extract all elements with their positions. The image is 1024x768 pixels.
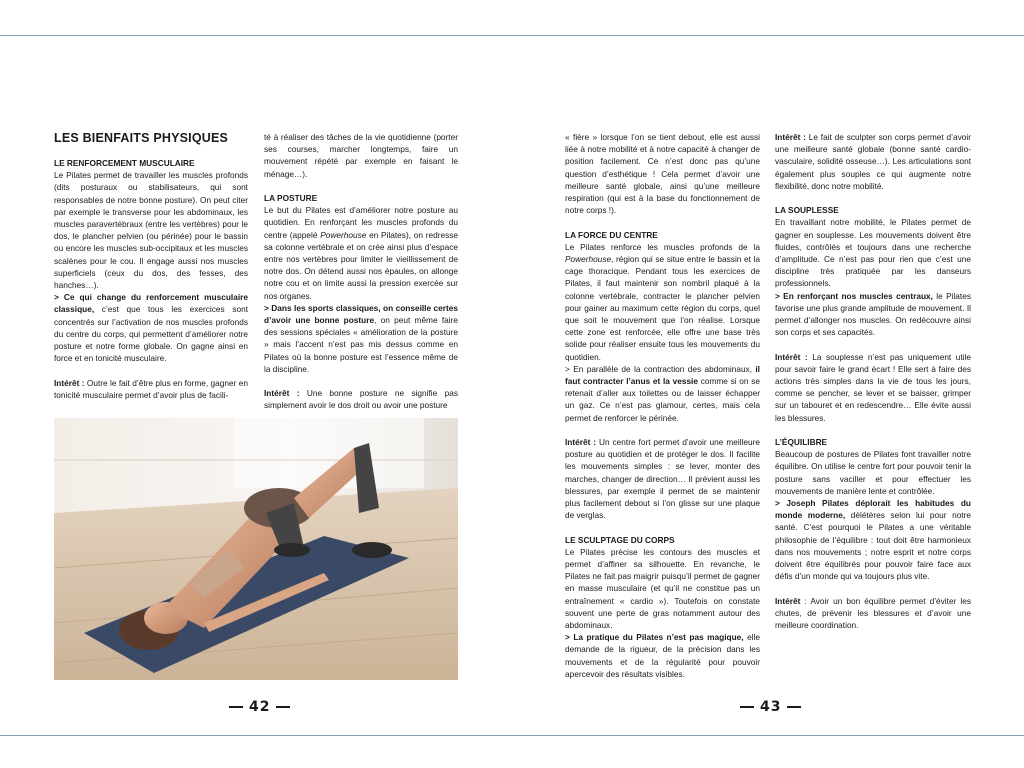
paragraph-interet [775,595,971,632]
paragraph-interet [775,351,971,424]
bold-lead: > En renforçant nos muscles centraux, [775,290,933,301]
bold-lead: > Joseph Pilates déplorait les habitudes du monde moderne, [775,498,971,521]
page-number: 42 [249,699,271,715]
left-column-1 [54,131,248,401]
italic-term: Powerhouse [320,229,367,240]
bold-lead: > Ce qui change du renforcement musculaire classique, [54,292,248,315]
body-text: comme si on se retenait d’aller aux toilettes ou de laisser échapper un gaz. Ce n’est pas glamour, certes, mais cela permet de renforcer le périnée. [565,376,760,423]
body-text: Outre le fait d’être plus en forme, gagner en tonicité musculaire permet d’avoir plus de facili- [54,377,248,400]
bottom-rule [0,735,1024,736]
section-heading-force: LA FORCE DU CENTRE [565,229,658,240]
paragraph-interet [775,131,971,192]
interet-label: Intérêt : [264,388,300,399]
body-text: Un centre fort permet d’avoir une meilleure posture au quotidien et de protéger le dos. Il facilite les mouvements simples : se lever, monter des marches, changer de direction… Il prévient aussi les blessures, par exemple il permet de se maintenir plus facilement debout si l’on glisse sur une plaque de verglas. [565,437,760,521]
paragraph-interet [264,387,458,411]
left-column-2 [264,131,458,412]
body-text: Le but du Pilates est d’améliorer notre posture au quotidien. En renforçant les muscles profonds du centre (appelé [264,205,458,240]
body-text: le Pilates favorise une plus grande amplitude de mouvement. Il permet d’allonger nos muscles. On redécouvre ainsi son corps et ses capacités. [775,290,971,338]
body-text: Une bonne posture ne signifie pas simplement avoir le dos droit ou avoir une posture [264,388,458,411]
body-text: La souplesse n’est pas uniquement utile pour savoir faire le grand écart ! Elle sert à faire des actions très simples dans la vie de tous les jours, comme se pencher, se lever et se baisser, grimper sur un tabouret et en redescendre… Elle évite aussi les blessures. [775,351,971,423]
right-column-4 [775,131,971,631]
page-number: 43 [760,699,782,715]
folio-dash [276,706,290,708]
interet-label: Intérêt : [775,351,808,362]
section-heading-sculptage: LE SCULPTAGE DU CORPS [565,534,675,545]
body-text: > En parallèle de la contraction des abdominaux, [565,363,756,374]
paragraph-continuation: té à réaliser des tâches de la vie quotidienne (porter ses courses, marcher longtemps, faire un mouvement répété par exemple en faisant le ménage…). [264,132,458,179]
folio-dash [229,706,243,708]
paragraph-posture [264,204,458,302]
paragraph-sculptage: Le Pilates précise les contours des muscles et permet d’affiner sa silhouette. En revanche, le Pilates ne fait pas maigrir puisqu’il permet de gagner en masse musculaire (et qu’il ne constitue pas un entraînement « cardio »). Toutefois on constate souvent une perte de gras notamment autour des abdominaux. [565,546,760,631]
paragraph-continuation: « fière » lorsque l’on se tient debout, elle est aussi liée à notre mobilité et à notre capacité à changer de position facilement. Ce n’est donc pas qu’une question d’esthétique ! Cela permet d’avoir une meilleure santé globale, ainsi qu’une meilleure respiration (qui est à la base du fonctionnement de notre corps !). [565,132,760,216]
paragraph-magic [565,631,760,680]
top-rule [0,35,1024,36]
body-text: délétères selon lui pour notre santé. C’est pourquoi le Pilates a une véritable philosophie de l’équilibre : tout doit être harmonieux dans nos mouvements ; notre esprit et notre corps doivent être équilibrés pour pouvoir faire face aux défis d’un monde qui va toujours plus vite. [775,510,971,582]
body-text: c’est que tous les exercices sont concentrés sur l’activation de nos muscles profonds du centre du corps, qui permettent d’améliorer notre posture et notre forme globale. On gagne ainsi en force et en tonicité musculaire. [54,304,248,364]
right-column-3 [565,131,760,680]
bold-lead: > Dans les sports classiques, on conseille certes d’avoir une bonne posture [264,302,458,326]
interet-label: Intérêt : [775,132,806,142]
page-number-right [734,699,807,715]
interet-label: Intérêt : [565,437,597,448]
paragraph-force [565,241,760,363]
paragraph-souplesse: En travaillant notre mobilité, le Pilates permet de gagner en souplesse. Les mouvements doivent être fluides, contrôlés et toujours dans une recherche d’amplitude. Ce n’est pas pour rien que c’est une discipline très pratiquée par les danseurs professionnels. [775,217,971,289]
section-heading-equilibre: L’ÉQUILIBRE [775,437,828,448]
italic-term: Powerhouse [565,254,612,265]
bold-phrase: il faut contracter l’anus et la vessie [565,363,760,387]
section-heading-posture: LA POSTURE [264,193,318,203]
body-text: , région qui se situe entre le bassin et la cage thoracique. Pendant tous les exercices de Pilates, il faut maintenir son nombril plaqué à la colonne vertébrale, contracter le plancher pelvien pour gainer au maximum cette région du corps, quel que soit le mouvement que l’on réalise. Lorsque cette zone est renforcée, elle offre une base très solide pour réaliser ensuite tous les mouvements du quotidien. [565,254,760,362]
paragraph-joseph [775,497,971,582]
paragraph-equilibre: Beaucoup de postures de Pilates font travailler notre équilibre. On utilise le centre fort pour pouvoir tenir la posture sans vaciller et pour effectuer les mouvements de manière lente et contrôlée. [775,449,971,496]
body-text: , on peut même faire des sessions spéciales « amélioration de la posture » mais l’accent n’est pas mis dessus comme en Pilates où la bonne posture est l’essence même de la discipline. [264,315,458,374]
section-heading-renforcement: LE RENFORCEMENT MUSCULAIRE [54,158,195,168]
folio-dash [787,706,801,708]
body-text: en Pilates), on redresse sa colonne vertébrale et on crée ainsi plus d’espace entre nos vertèbres pour limiter le vieillissement de notre dos. On détend aussi nos épaules, on allonge notre cou et on limite aussi la pression exercée sur nos organes. [264,229,458,301]
body-text: elle demande de la rigueur, de la précision dans les mouvements et de la régularité pour pouvoir apercevoir des résultats visibles. [565,632,760,679]
body-text: : Avoir un bon équilibre permet d’éviter les chutes, de prévenir les blessures et d’avoir une meilleure coordination. [775,595,971,631]
interet-label: Intérêt : [54,377,85,388]
bold-lead: > La pratique du Pilates n’est pas magique, [565,632,744,643]
paragraph-parallel [565,363,760,424]
page-title: LES BIENFAITS PHYSIQUES [54,131,229,145]
folio-dash [740,706,754,708]
page-number-left [223,699,296,715]
paragraph-change [54,291,248,364]
pilates-photo [54,418,458,680]
section-heading-souplesse: LA SOUPLESSE [775,205,839,216]
body-text: Le Pilates renforce les muscles profonds de la [565,241,760,252]
paragraph-interet [565,436,760,521]
paragraph-sports [264,302,458,375]
body-text: Le fait de sculpter son corps permet d’avoir une meilleure santé globale (bonne santé cardio-vasculaire, solidité osseuse…). Les articulations sont également plus souples ce qui augmente notre flexibilité, donc notre mobilité. [775,132,971,191]
interet-label: Intérêt [775,595,801,606]
paragraph-interet [54,377,248,401]
paragraph-renforcant [775,290,971,339]
paragraph-renforcement: Le Pilates permet de travailler les muscles profonds (dits posturaux ou stabilisateurs, qui sont responsables de notre bonne posture). On peut citer par exemple le transverse pour les abdominaux, les muscles paravertébraux (entre les vertèbres) pour le dos, le plancher pelvien (ou périnée) pour le bassin ou encore les muscles sub-occipitaux et les muscles scalènes pour le cou. Il engage aussi nos muscles superficiels (ceux du dos, des fesses, des hanches…). [54,170,248,291]
